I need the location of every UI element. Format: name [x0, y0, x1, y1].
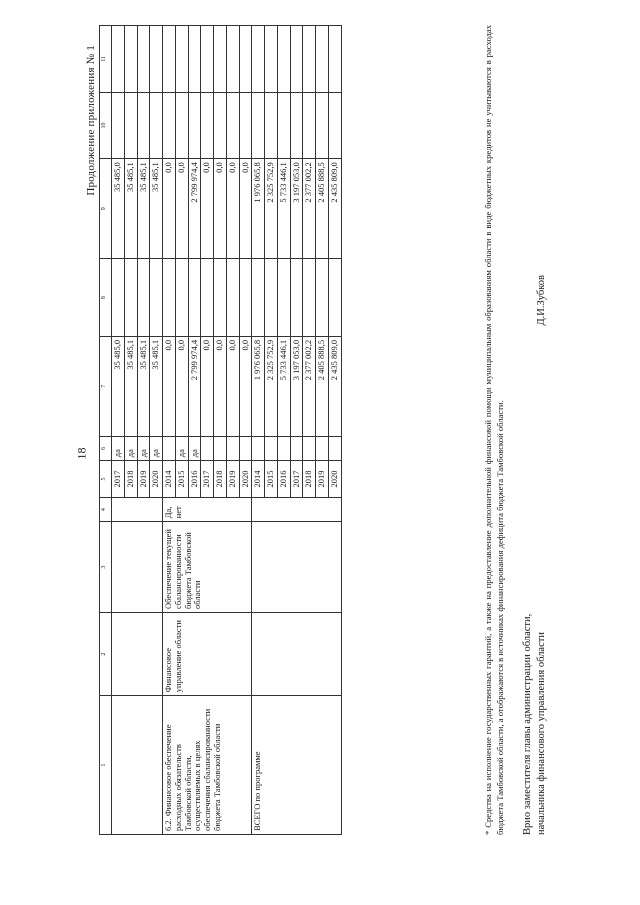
page-number: 18 [74, 447, 89, 460]
year-cell: 2020 [239, 461, 252, 498]
empty-cell [175, 92, 188, 159]
empty-cell [252, 436, 265, 460]
empty-cell [201, 259, 214, 337]
column-number: 5 [100, 461, 112, 498]
flag-cell: да [150, 436, 163, 460]
empty-cell [265, 26, 278, 93]
empty-cell [137, 26, 150, 93]
empty-cell [265, 436, 278, 460]
value-cell: 2 435 809,0 [329, 159, 342, 259]
column-number-row [100, 26, 112, 835]
year-cell: 2019 [316, 461, 329, 498]
empty-cell [226, 259, 239, 337]
value-cell: 0,0 [239, 159, 252, 259]
flag-cell [226, 436, 239, 460]
column-number: 6 [100, 436, 112, 460]
value-cell: 35 485,1 [137, 159, 150, 259]
empty-cell [214, 92, 227, 159]
empty-cell [252, 522, 341, 613]
column-number: 4 [100, 497, 112, 521]
empty-cell [316, 26, 329, 93]
empty-cell [290, 92, 303, 159]
year-cell: 2014 [252, 461, 265, 498]
empty-cell [252, 26, 265, 93]
value-cell: 0,0 [201, 336, 214, 436]
empty-cell [252, 497, 341, 521]
empty-cell [290, 259, 303, 337]
value-cell: 0,0 [163, 336, 176, 436]
empty-cell [329, 92, 342, 159]
column-number: 10 [100, 92, 112, 159]
yes-no-cell: Да, нет [163, 497, 252, 521]
empty-cell [163, 92, 176, 159]
value-cell: 2 435 809,0 [329, 336, 342, 436]
flag-cell [201, 436, 214, 460]
empty-cell [239, 92, 252, 159]
empty-cell [112, 612, 163, 695]
value-cell: 0,0 [175, 159, 188, 259]
value-cell: 35 485,1 [137, 336, 150, 436]
value-cell: 35 485,1 [150, 159, 163, 259]
year-cell: 2020 [150, 461, 163, 498]
empty-cell [316, 259, 329, 337]
empty-cell [214, 259, 227, 337]
value-cell: 0,0 [226, 159, 239, 259]
year-cell: 2018 [303, 461, 316, 498]
empty-cell [265, 92, 278, 159]
year-cell: 2017 [112, 461, 125, 498]
value-cell: 2 325 752,9 [265, 336, 278, 436]
rotated-page [85, 15, 555, 875]
value-cell: 1 976 065,8 [252, 159, 265, 259]
empty-cell [112, 26, 125, 93]
empty-cell [137, 92, 150, 159]
section-name: 6.2. Финансовое обеспечение расходных обязательств Тамбовской области, осуществляемых в целях обеспечения сбалансированности бюджета Тамбовской области [163, 696, 252, 835]
empty-cell [316, 92, 329, 159]
column-number: 7 [100, 336, 112, 436]
empty-cell [124, 259, 137, 337]
signature-block [521, 275, 549, 835]
year-cell: 2019 [226, 461, 239, 498]
year-cell: 2015 [265, 461, 278, 498]
empty-cell [329, 259, 342, 337]
empty-cell [188, 259, 201, 337]
year-cell: 2018 [124, 461, 137, 498]
empty-cell [226, 26, 239, 93]
value-cell: 2 799 974,4 [188, 336, 201, 436]
column-number: 3 [100, 522, 112, 613]
empty-cell [303, 92, 316, 159]
value-cell: 5 733 446,1 [277, 159, 290, 259]
year-cell: 2016 [188, 461, 201, 498]
value-cell: 3 197 053,0 [290, 159, 303, 259]
column-number: 1 [100, 696, 112, 835]
empty-cell [188, 92, 201, 159]
value-cell: 0,0 [201, 159, 214, 259]
year-cell: 2017 [290, 461, 303, 498]
empty-cell [277, 259, 290, 337]
empty-cell [163, 26, 176, 93]
empty-cell [124, 26, 137, 93]
empty-cell [124, 92, 137, 159]
value-cell: 0,0 [226, 336, 239, 436]
total-label: ВСЕГО по программе [252, 696, 341, 835]
flag-cell [239, 436, 252, 460]
empty-cell [277, 436, 290, 460]
empty-cell [201, 26, 214, 93]
flag-cell: да [112, 436, 125, 460]
empty-cell [329, 26, 342, 93]
empty-cell [290, 26, 303, 93]
program-table [99, 25, 342, 835]
value-cell: 35 485,0 [112, 159, 125, 259]
footnote: * Средства на исполнение государственных гарантий, а также на предоставление дополнительной финансовой помощи муниципальным образованиям области в виде бюджетных кредитов не учитываются в расходах бюджета Тамбовской области, а отображаются в источниках финансирования дефицита бюджета Тамбовской области. [483, 25, 505, 835]
empty-cell [150, 259, 163, 337]
empty-cell [239, 26, 252, 93]
empty-cell [303, 26, 316, 93]
year-cell: 2014 [163, 461, 176, 498]
column-number: 8 [100, 259, 112, 337]
value-cell: 2 405 888,5 [316, 159, 329, 259]
empty-cell [175, 26, 188, 93]
column-number: 9 [100, 159, 112, 259]
empty-cell [188, 26, 201, 93]
flag-cell: да [175, 436, 188, 460]
table-row [163, 26, 176, 835]
value-cell: 2 405 888,5 [316, 336, 329, 436]
empty-cell [214, 26, 227, 93]
empty-cell [239, 259, 252, 337]
empty-cell [303, 259, 316, 337]
year-cell: 2020 [329, 461, 342, 498]
page-content [85, 15, 555, 875]
value-cell: 0,0 [163, 159, 176, 259]
value-cell: 2 377 002,2 [303, 159, 316, 259]
year-cell: 2018 [214, 461, 227, 498]
executor: Финансовое управление области [163, 612, 252, 695]
empty-cell [150, 92, 163, 159]
value-cell: 0,0 [214, 159, 227, 259]
flag-cell: да [124, 436, 137, 460]
signature-name: Д.И.Зубков [536, 275, 548, 326]
value-cell: 2 325 752,9 [265, 159, 278, 259]
empty-cell [175, 259, 188, 337]
indicator: Обеспечение текущей сбалансированности бюджета Тамбовской области [163, 522, 252, 613]
value-cell: 3 197 053,0 [290, 336, 303, 436]
value-cell: 1 976 065,8 [252, 336, 265, 436]
empty-cell [252, 612, 341, 695]
year-cell: 2015 [175, 461, 188, 498]
value-cell: 5 733 446,1 [277, 336, 290, 436]
value-cell: 0,0 [239, 336, 252, 436]
column-number: 11 [100, 26, 112, 93]
empty-cell [252, 92, 265, 159]
empty-cell [112, 259, 125, 337]
value-cell: 2 799 974,4 [188, 159, 201, 259]
flag-cell [163, 436, 176, 460]
empty-cell [290, 436, 303, 460]
column-number: 2 [100, 612, 112, 695]
empty-cell [277, 92, 290, 159]
empty-cell [112, 92, 125, 159]
empty-cell [303, 436, 316, 460]
signature-title-line2: начальника финансового управления области [536, 632, 548, 835]
value-cell: 0,0 [214, 336, 227, 436]
value-cell: 0,0 [175, 336, 188, 436]
continuation-title: Продолжение приложения № 1 [85, 45, 97, 196]
empty-cell [112, 522, 163, 613]
table-row [112, 26, 125, 835]
value-cell: 35 485,1 [150, 336, 163, 436]
flag-cell: да [137, 436, 150, 460]
empty-cell [265, 259, 278, 337]
empty-cell [201, 92, 214, 159]
value-cell: 2 377 002,2 [303, 336, 316, 436]
empty-cell [277, 26, 290, 93]
flag-cell [214, 436, 227, 460]
year-cell: 2017 [201, 461, 214, 498]
flag-cell: да [188, 436, 201, 460]
empty-cell [226, 92, 239, 159]
empty-cell [252, 259, 265, 337]
empty-cell [112, 696, 163, 835]
empty-cell [150, 26, 163, 93]
empty-cell [112, 497, 163, 521]
signature-title-line1: Врио заместителя главы администрации области, [522, 613, 533, 835]
value-cell: 35 485,1 [124, 159, 137, 259]
empty-cell [137, 259, 150, 337]
empty-cell [163, 259, 176, 337]
value-cell: 35 485,0 [112, 336, 125, 436]
year-cell: 2019 [137, 461, 150, 498]
year-cell: 2016 [277, 461, 290, 498]
empty-cell [329, 436, 342, 460]
value-cell: 35 485,1 [124, 336, 137, 436]
table-row [252, 26, 265, 835]
empty-cell [316, 436, 329, 460]
